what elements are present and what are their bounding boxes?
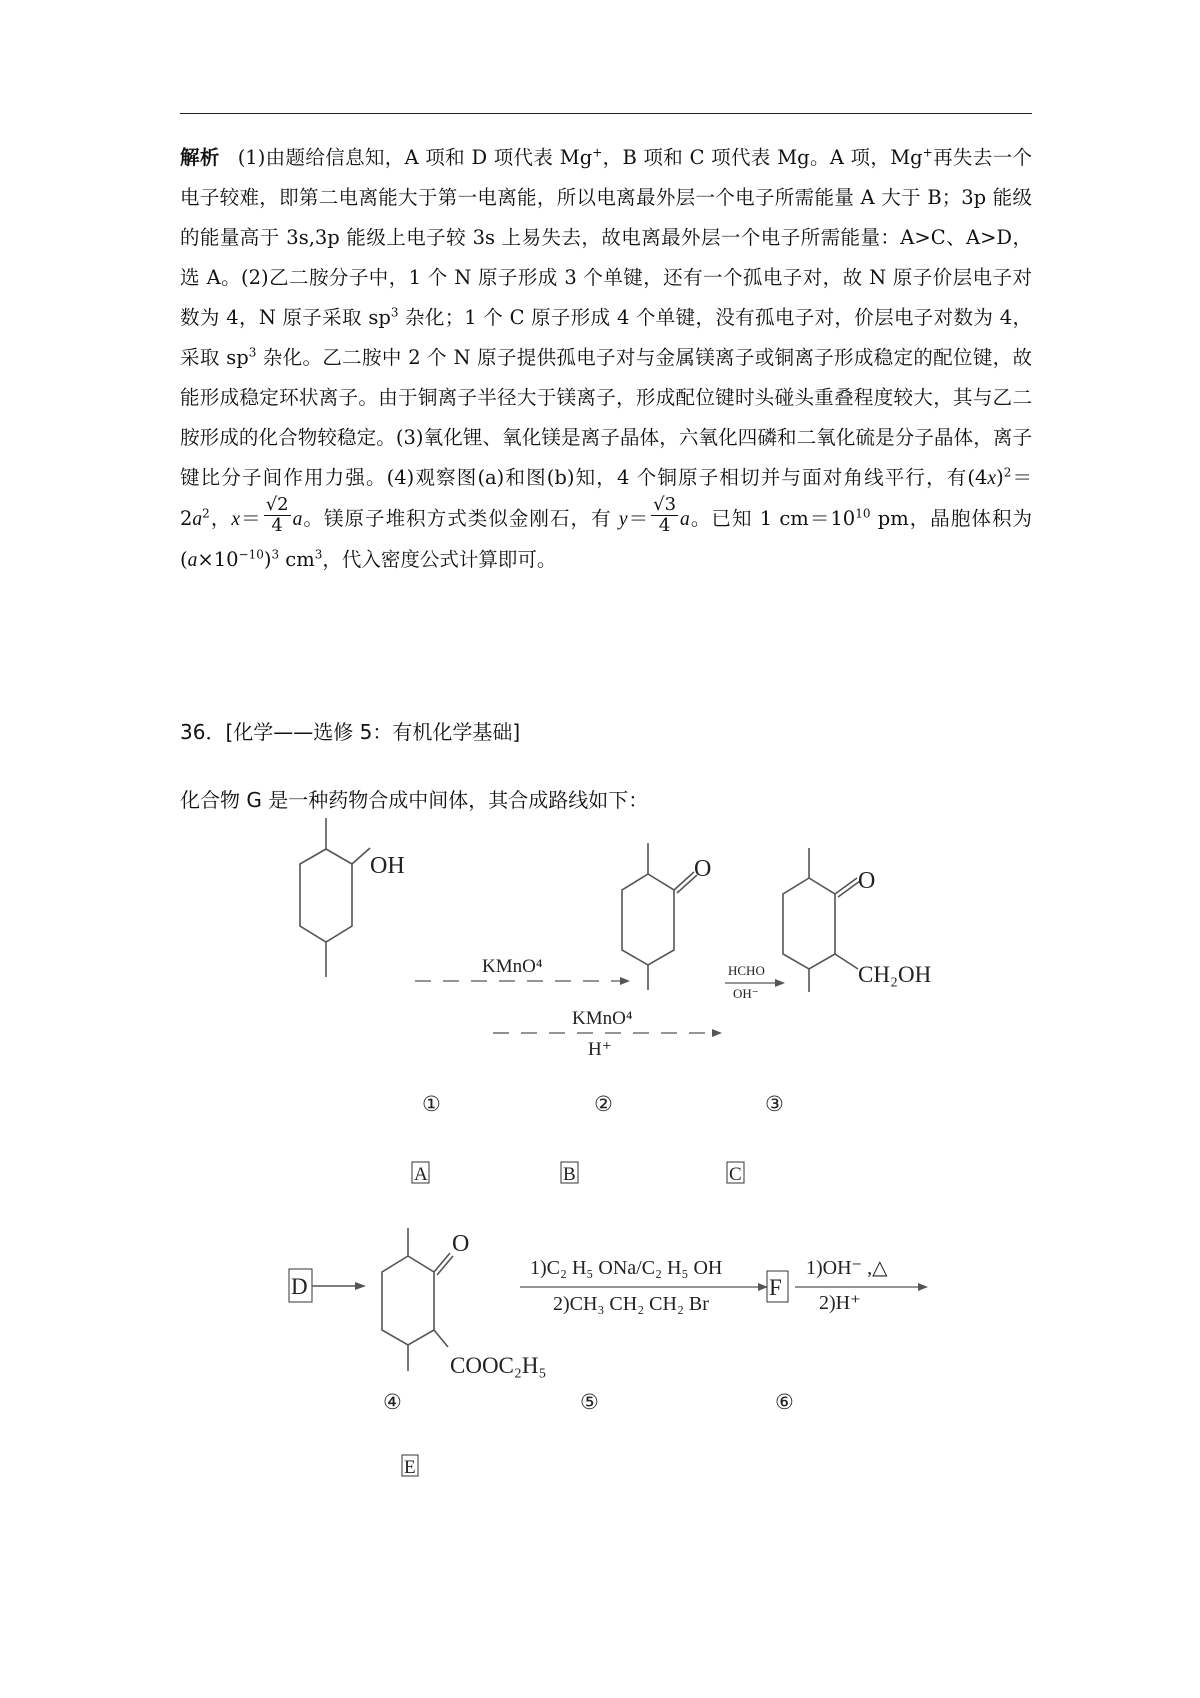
- arrow-e-to-f: [520, 1257, 768, 1315]
- arrow-kmno4-h-plus: [493, 1008, 722, 1060]
- box-label: D: [291, 1274, 308, 1299]
- text-run: 。镁原子堆积方式类似金刚石，有: [302, 507, 619, 530]
- fraction-numerator: √3: [653, 494, 677, 516]
- text-run: ＝: [240, 507, 262, 530]
- box-d: [289, 1269, 312, 1302]
- box-label: F: [769, 1275, 782, 1300]
- molecule-a: [300, 818, 405, 977]
- text-run: (1)由题给信息知，A 项和 D 项代表 Mg: [237, 146, 593, 169]
- text-run: ，: [209, 507, 232, 530]
- question-heading: 36．[化学——选修 5：有机化学基础]: [180, 720, 521, 744]
- text-run: ，代入密度公式计算即可。: [322, 548, 557, 571]
- box-f: [767, 1271, 788, 1302]
- oh-label: OH: [370, 853, 405, 879]
- reagent-step6-line1: 1)OH⁻ ,△: [806, 1257, 888, 1279]
- step-label: ⑤: [580, 1390, 599, 1414]
- step-label: ⑥: [775, 1390, 794, 1414]
- math-var: a: [680, 509, 690, 530]
- reagent-hcho: HCHO: [728, 963, 765, 978]
- reagent-kmno4-top: KMnO⁴: [482, 956, 543, 977]
- math-var: a: [192, 509, 203, 530]
- o-label: O: [858, 868, 876, 894]
- step-label: ①: [422, 1092, 441, 1116]
- step-label: ②: [594, 1092, 613, 1116]
- box-c: [727, 1162, 744, 1185]
- math-var: y: [618, 509, 628, 530]
- text-run: 。已知 1 cm＝10: [689, 507, 856, 530]
- reagent-step5-line1: 1)C₂ H₅ ONa/C₂ H₅ OH: [530, 1257, 723, 1279]
- arrow-f-to-g: [795, 1257, 928, 1314]
- step-label: ④: [383, 1390, 402, 1414]
- cooc2h5-label: COOC₂H₅: [450, 1353, 547, 1378]
- box-b: [561, 1162, 578, 1185]
- arrow-a-to-b: [415, 956, 630, 985]
- superscript: 3: [248, 345, 257, 360]
- arrow-b-to-c: [725, 963, 785, 1001]
- fraction-denominator: 4: [271, 515, 283, 536]
- molecule-b: [622, 843, 711, 990]
- text-run: ，B 项和 C 项代表 Mg。A 项，Mg: [602, 146, 923, 169]
- ch2oh-label: CH₂OH: [858, 962, 932, 987]
- o-label: O: [452, 1231, 470, 1257]
- superscript: +: [922, 145, 933, 160]
- reagent-step6-line2: 2)H⁺: [819, 1292, 861, 1314]
- math-var: a: [187, 550, 198, 571]
- box-label: C: [729, 1164, 742, 1185]
- superscript: 3: [271, 547, 280, 562]
- fraction-numerator: √2: [265, 494, 289, 516]
- superscript: 10: [855, 506, 871, 521]
- math-var: x: [987, 468, 997, 489]
- arrow-head: [355, 1282, 366, 1290]
- step-label: ③: [765, 1092, 784, 1116]
- superscript: 3: [314, 547, 323, 562]
- superscript: 2: [202, 506, 210, 521]
- text-run: ): [996, 466, 1004, 489]
- molecule-c: [783, 848, 931, 992]
- fraction-denominator: 4: [658, 515, 671, 536]
- text-run: pm，晶胞体积为(: [180, 507, 1032, 571]
- text-run: 杂化；1 个 C 原子形成 4 个单键，没有孤电子对，价层电子对数为 4，采取 sp: [180, 306, 1032, 369]
- box-a: [412, 1162, 429, 1185]
- reagent-kmno4-bottom: KMnO⁴: [572, 1008, 633, 1029]
- box-label: A: [414, 1164, 428, 1185]
- question-text: 化合物 G 是一种药物合成中间体，其合成路线如下：: [180, 788, 649, 812]
- text-run: ＝2: [180, 466, 1032, 530]
- superscript: 2: [1003, 465, 1012, 480]
- text-run: 杂化。乙二胺中 2 个 N 原子提供孤电子对与金属镁离子或铜离子形成稳定的配位键，故能形成稳定环状离子。由于铜离子半径大于镁离子，形成配位键时头碰头重叠程度较大，其与乙二胺形成的化合物较稳定。(3)氧化锂、氧化镁是离子晶体，六氧化四磷和二氧化硫是分子晶体，离子键比分子间作用力强。(4)观察图(a)和图(b)知，4 个铜原子相切并与面对角线平行，有(4: [180, 346, 1032, 489]
- superscript: 3: [390, 305, 399, 320]
- o-label: O: [694, 856, 712, 882]
- reagent-h-plus: H⁺: [588, 1039, 612, 1060]
- superscript: +: [592, 145, 603, 160]
- math-var: a: [292, 509, 303, 530]
- reagent-step5-line2: 2)CH₃ CH₂ CH₂ Br: [553, 1293, 709, 1315]
- math-var: x: [231, 509, 241, 530]
- text-run: ＝: [627, 507, 650, 530]
- text-run: 再失去一个电子较难，即第二电离能大于第一电离能，所以电离最外层一个电子所需能量 A 大于 B；3p 能级的能量高于 3s,3p 能级上电子较 3s 上易失去，故电离最外层一个电子所需能量：A>C、A>D，选 A。(2)乙二胺分子中，1 个 N 原子形成 3 个单键，还有一个孤电子对，故 N 原子价层电子对数为 4，N 原子采取 sp: [180, 146, 1032, 329]
- analysis-title: 解析: [180, 146, 220, 169]
- box-e: [402, 1455, 418, 1478]
- reagent-oh-minus: OH⁻: [733, 986, 759, 1001]
- box-label: B: [563, 1164, 576, 1185]
- superscript: −10: [238, 547, 264, 562]
- text-run: ×10: [197, 548, 239, 571]
- text-run: ): [263, 548, 272, 571]
- text-run: cm: [279, 548, 315, 571]
- molecule-e: [382, 1228, 547, 1378]
- box-label: E: [404, 1457, 416, 1478]
